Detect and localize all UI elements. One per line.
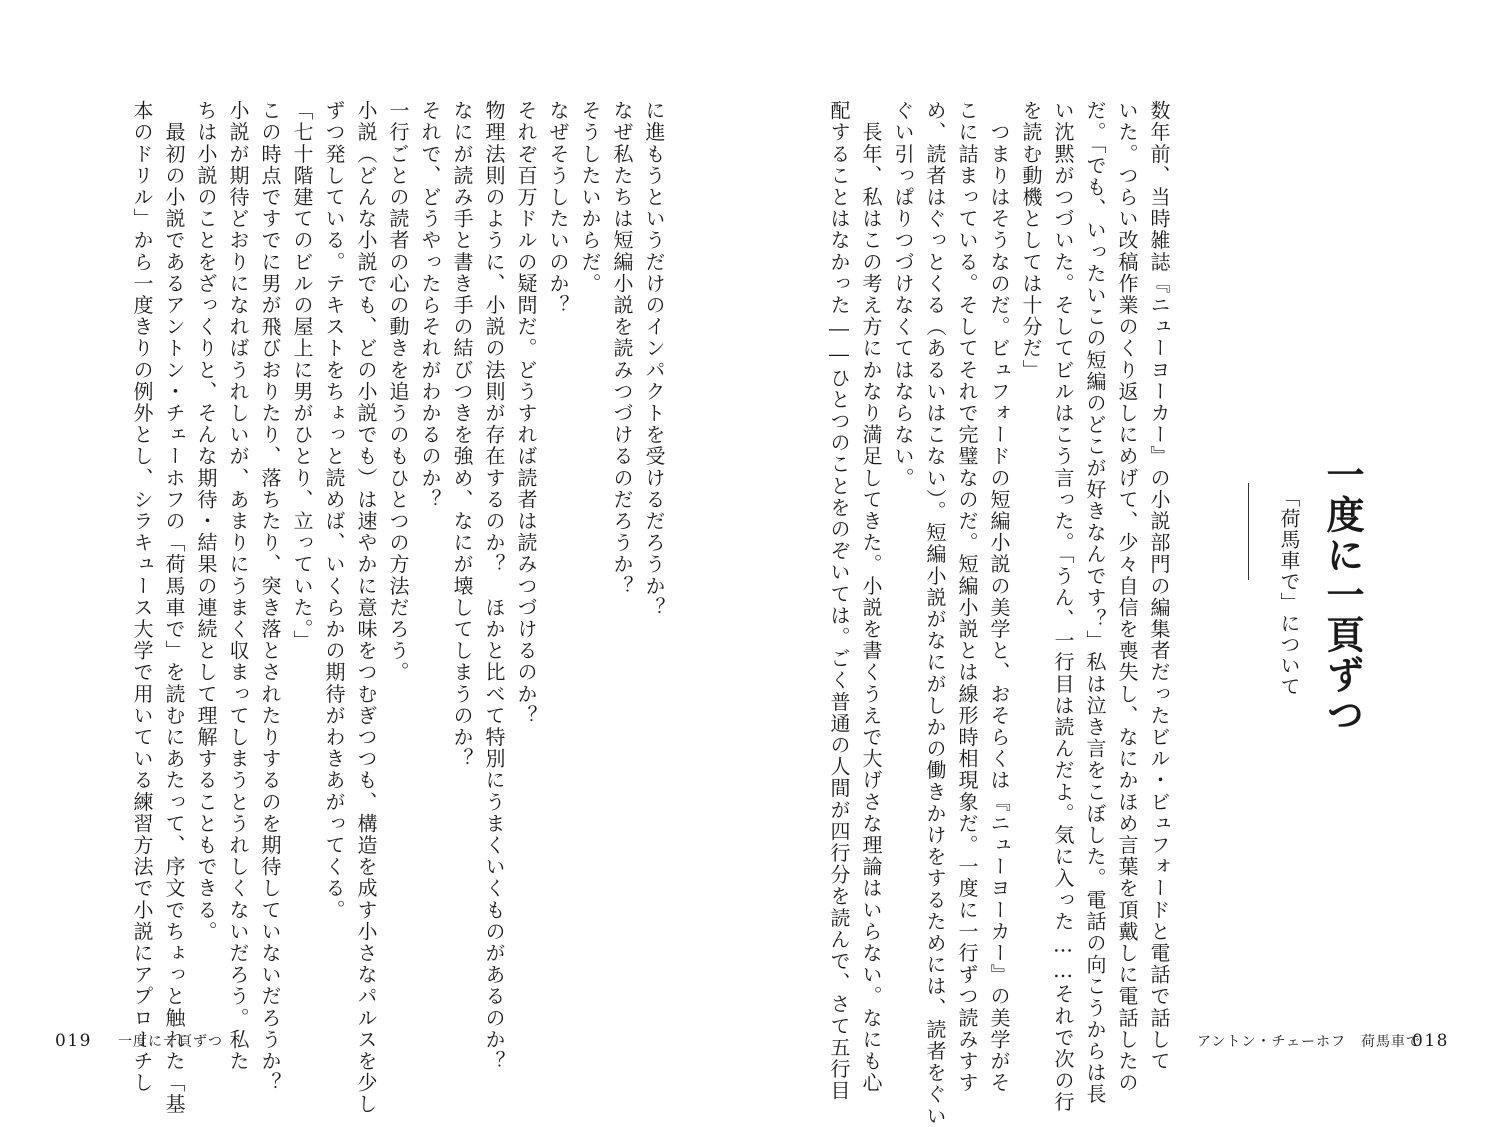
text-line: に進もうというだけのインパクトを受けるだろうか？ <box>642 100 666 619</box>
text-line: 数年前、当時雑誌『ニューヨーカー』の小説部門の編集者だったビル・ビュフォードと電話で話して <box>1147 100 1171 1072</box>
text-line: この時点ですでに男が飛びおりたり、落ちたり、突き落とされたりするのを期待していないだろうか？ <box>258 100 282 1094</box>
text-line: 小説が期待どおりになればうれしいが、あまりにうまく収まってしまうとうれしくないだろう。私た <box>226 100 250 1072</box>
text-line: 「七十階建てのビルの屋上に男がひとり、立っていた。」 <box>290 100 314 652</box>
chapter-title-block <box>1235 455 1375 735</box>
text-line: 最初の小説であるアントン・チェーホフの「荷馬車で」を読むにあたって、序文でちょっと触れた「基 <box>162 100 186 1116</box>
text-line: 物理法則のように、小説の法則が存在するのか？ ほかと比べて特別にうまくいくものがあるのか？ <box>482 100 506 1072</box>
text-line: なぜ私たちは短編小説を読みつづけるのだろうか？ <box>610 100 634 597</box>
text-line: 本のドリル」から一度きりの例外とし、シラキュース大学で用いている練習方法で小説にアプローチし <box>130 100 154 1094</box>
title-divider <box>1248 483 1249 580</box>
text-line: め、読者はぐっとくる（あるいはこない）。短編小説がなにがしかの働きかけをするためには、読者をぐい <box>923 100 947 1127</box>
text-line: ぐい引っぱりつづけなくてはならない。 <box>891 100 915 489</box>
text-line: を読む動機としては十分だ」 <box>1019 100 1043 381</box>
text-line: 小説（どんな小説でも、どの小説でも）は速やかに意味をつむぎつつも、構造を成す小さなパルスを少し <box>354 100 378 1116</box>
text-line: そうしたいからだ。 <box>578 100 602 295</box>
text-line: こに詰まっている。そしてそれで完璧なのだ。短編小説とは線形時相現象だ。一度に一行ずつ読みすす <box>955 100 979 1094</box>
text-line: なぜそうしたいのか？ <box>546 100 570 316</box>
text-line: だ。「でも、いったいこの短編のどこが好きなんです？」私は泣き言をこぼした。電話の向こうからは長 <box>1083 100 1107 1106</box>
text-line: い沈黙がつづいた。そしてビルはこう言った。「うん、一行目は読んだよ。気に入った……それで次の行 <box>1051 100 1075 1114</box>
right-running-head: アントン・チェーホフ 荷馬車で <box>1197 1034 1422 1050</box>
text-line: なにが読み手と書き手の結びつきを強め、なにが壊してしまうのか？ <box>450 100 474 770</box>
text-line: ずつ発している。テキストをちょっと読めば、いくらかの期待がわきあがってくる。 <box>322 100 346 921</box>
text-line: 配することはなかった――ひとつのことをのぞいては。ごく普通の人間が四行分を読んで、さて五行目 <box>827 100 851 1102</box>
left-running-head: 一度に一頁ずつ <box>118 1034 223 1050</box>
text-line: ちは小説のことをざっくりと、そんな期待・結果の連続として理解することもできる。 <box>194 100 218 943</box>
chapter-title: 一度に一頁ずつ <box>1320 455 1364 735</box>
chapter-subtitle: 「荷馬車で」について <box>1277 487 1301 697</box>
text-line: つまりはそうなのだ。ビュフォードの短編小説の美学と、おそらくは『ニューヨーカー』の美学がそ <box>987 100 1011 1094</box>
text-line: いた。つらい改稿作業のくり返しにめげて、少々自信を喪失し、なにかほめ言葉を頂戴しに電話したの <box>1115 100 1139 1094</box>
left-page-number: 019 <box>55 1031 92 1051</box>
text-line: 長年、私はこの考え方にかなり満足してきた。小説を書くうえで大げさな理論はいらない。なにも心 <box>859 100 883 1094</box>
text-line: それぞ百万ドルの疑問だ。どうすれば読者は読みつづけるのか？ <box>514 100 538 727</box>
right-page-number: 018 <box>1412 1031 1449 1051</box>
text-line: それで、どうやったらそれがわかるのか？ <box>418 100 442 511</box>
right-page-body <box>827 100 1175 1127</box>
text-line: 一行ごとの読者の心の動きを追うのもひとつの方法だろう。 <box>386 100 410 684</box>
